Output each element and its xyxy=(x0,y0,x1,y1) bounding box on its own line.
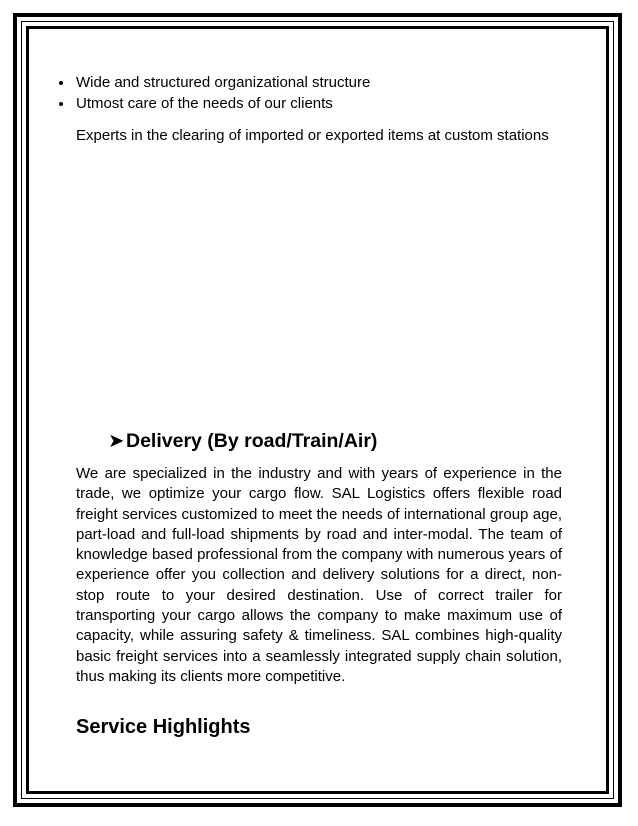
delivery-heading xyxy=(108,428,377,454)
service-highlights-heading: Service Highlights xyxy=(76,716,251,738)
arrow-bullet-icon: ➤ xyxy=(108,430,125,452)
bullet-dot-icon xyxy=(59,81,63,85)
list-item-text: Wide and structured organizational structure xyxy=(76,74,371,91)
delivery-body-paragraph: We are specialized in the industry and with years of experience in the trade, we optimize your cargo flow. SAL Logistics offers flexible road freight services customized to meet the needs of international group age, part-load and full-load shipments by road and inter-modal. The team of knowledge based professional from the company with numerous years of experience offer you collection and delivery solutions for a direct, non-stop route to your desired destination. Use of correct trailer for transporting your cargo allows the company to make maximum use of capacity, while assuring safety & timeliness. SAL combines high-quality basic freight services into a seamlessly integrated supply chain solution, thus making its clients more competitive. xyxy=(76,465,562,685)
feature-bullet-list xyxy=(56,72,562,114)
delivery-heading-text: Delivery (By road/Train/Air) xyxy=(126,430,378,452)
bullet-dot-icon xyxy=(59,102,63,106)
list-item-text: Utmost care of the needs of our clients xyxy=(76,95,333,112)
list-item xyxy=(56,93,562,114)
experts-paragraph: Experts in the clearing of imported or exported items at custom stations xyxy=(76,127,549,144)
list-item xyxy=(56,72,562,93)
